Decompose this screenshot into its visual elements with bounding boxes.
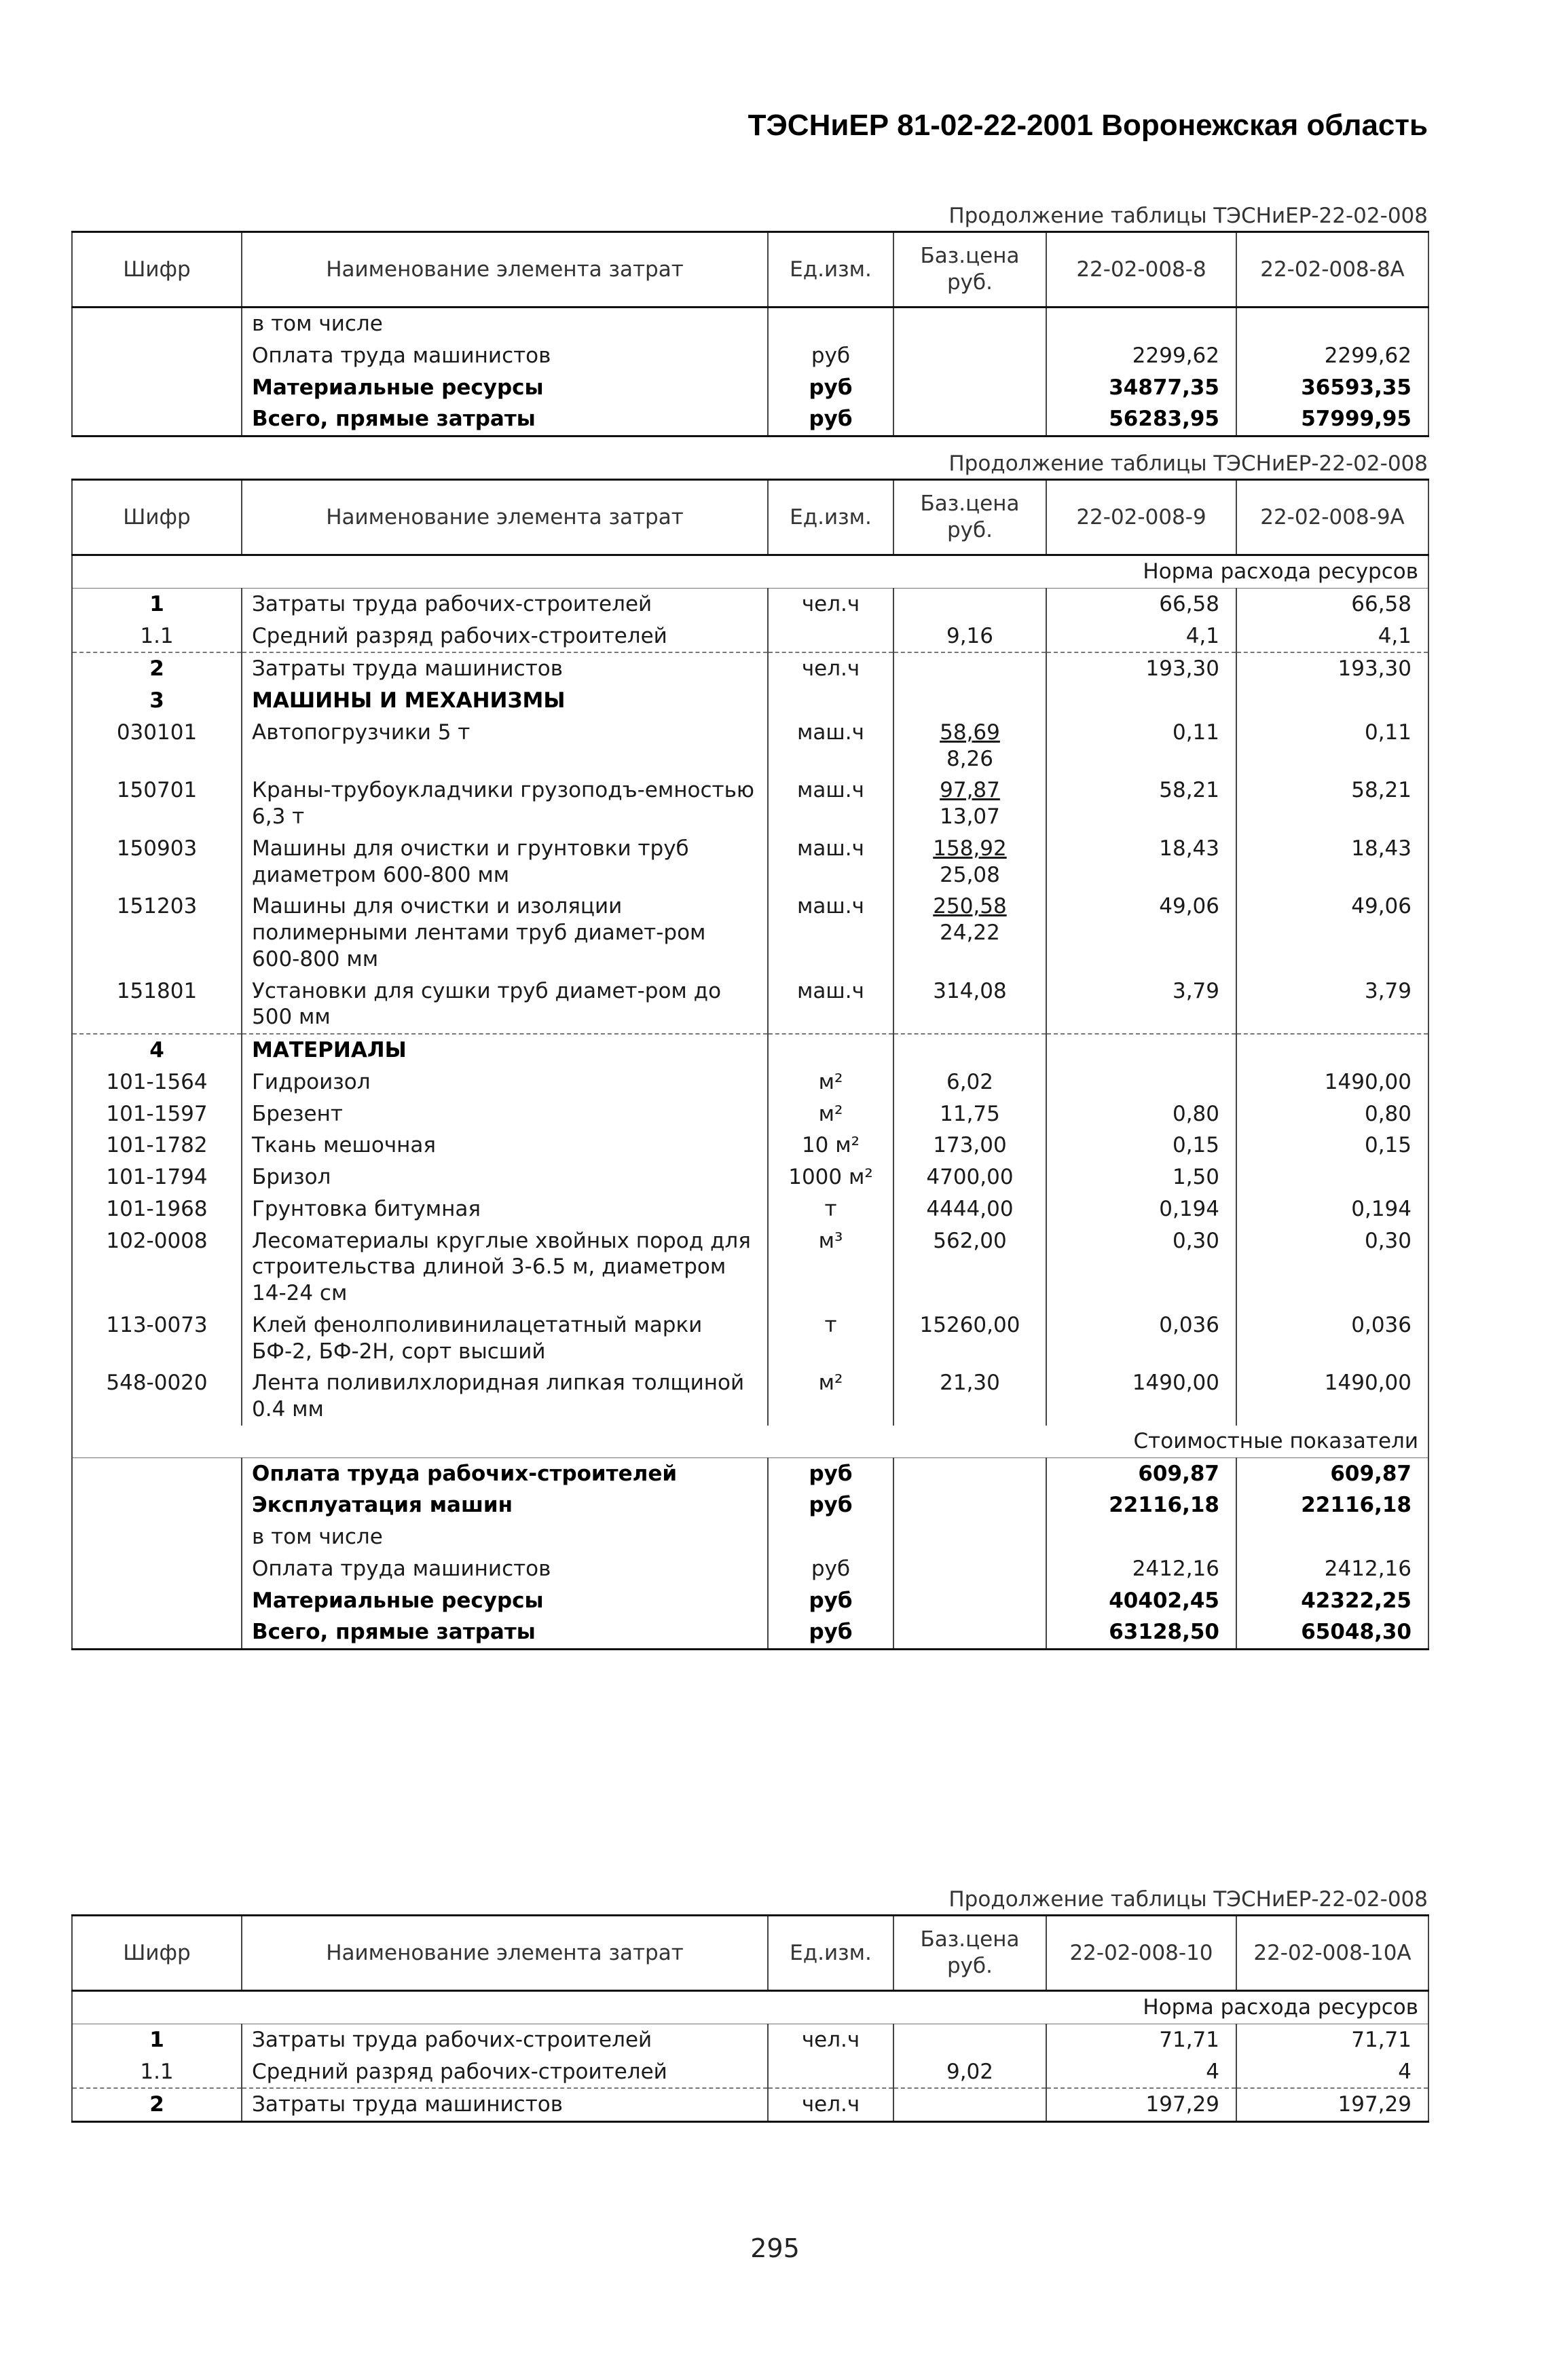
resource-code: 151203 <box>72 891 242 975</box>
resource-name: Лента поливилхлоридная липкая толщиной 0.4 мм <box>242 1367 768 1426</box>
norm-value-b: 0,036 <box>1236 1309 1428 1368</box>
cost-value-b: 36593,35 <box>1236 372 1428 404</box>
col-unit-header: Ед.изм. <box>768 1916 893 1991</box>
col-price-header: Баз.цена руб. <box>893 232 1046 308</box>
cost-code <box>72 1457 242 1489</box>
cost-row <box>72 308 1428 340</box>
resource-code: 1.1 <box>72 620 242 653</box>
norm-value-b: 3,79 <box>1236 975 1428 1035</box>
table-row <box>72 717 1428 775</box>
col-b-header: 22-02-008-10А <box>1236 1916 1428 1991</box>
table-row <box>72 1034 1428 1066</box>
resource-code: 151801 <box>72 975 242 1035</box>
resource-unit <box>768 685 893 717</box>
resource-unit: маш.ч <box>768 975 893 1035</box>
cost-value-a <box>1046 308 1236 340</box>
resource-unit: чел.ч <box>768 652 893 685</box>
cost-price <box>893 1553 1046 1585</box>
resource-unit <box>768 620 893 653</box>
table-row <box>72 1130 1428 1161</box>
norm-value-a: 0,30 <box>1046 1225 1236 1309</box>
resource-name: Затраты труда машинистов <box>242 652 768 685</box>
col-price-header: Баз.цена руб. <box>893 1916 1046 1991</box>
norm-value-a: 4 <box>1046 2056 1236 2089</box>
resource-name: Лесоматериалы круглые хвойных пород для строительства длиной 3-6.5 м, диаметром 14-24 см <box>242 1225 768 1309</box>
cost-unit: руб <box>768 1489 893 1521</box>
col-a-header: 22-02-008-8 <box>1046 232 1236 308</box>
resource-name: Затраты труда рабочих-строителей <box>242 588 768 620</box>
resource-code: 3 <box>72 685 242 717</box>
cost-unit: руб <box>768 1457 893 1489</box>
cost-name: Всего, прямые затраты <box>242 1616 768 1649</box>
col-code-header: Шифр <box>72 232 242 308</box>
cost-value-a: 56283,95 <box>1046 403 1236 436</box>
cost-value-b <box>1236 1521 1428 1553</box>
table-row <box>72 1098 1428 1130</box>
resource-price <box>893 2088 1046 2121</box>
price-sub: 24,22 <box>940 921 1000 945</box>
norm-value-a: 1,50 <box>1046 1161 1236 1193</box>
resource-unit: т <box>768 1309 893 1368</box>
cost-value-b: 2412,16 <box>1236 1553 1428 1585</box>
resource-unit: чел.ч <box>768 588 893 620</box>
resource-price <box>893 652 1046 685</box>
cost-price <box>893 308 1046 340</box>
norm-value-b: 0,30 <box>1236 1225 1428 1309</box>
resource-name: Гидроизол <box>242 1066 768 1098</box>
norm-header <box>72 1991 1428 2024</box>
cost-price <box>893 1616 1046 1649</box>
table-row <box>72 588 1428 620</box>
page-number: 295 <box>750 2233 800 2263</box>
cost-unit: руб <box>768 1616 893 1649</box>
col-b-header: 22-02-008-8А <box>1236 232 1428 308</box>
cost-row <box>72 1489 1428 1521</box>
price-sub: 25,08 <box>940 862 1000 887</box>
norm-value-a: 197,29 <box>1046 2088 1236 2121</box>
price-sub: 8,26 <box>946 746 994 771</box>
table-row <box>72 891 1428 975</box>
col-name-header: Наименование элемента затрат <box>242 480 768 555</box>
norm-value-b <box>1236 685 1428 717</box>
resource-price <box>893 891 1046 975</box>
resource-name: Ткань мешочная <box>242 1130 768 1161</box>
cost-value-a: 2412,16 <box>1046 1553 1236 1585</box>
table-row <box>72 652 1428 685</box>
cost-value-b <box>1236 308 1428 340</box>
table-row <box>72 2088 1428 2121</box>
norm-value-a: 58,21 <box>1046 775 1236 833</box>
table-row <box>72 1309 1428 1368</box>
table-row <box>72 1193 1428 1225</box>
norm-value-a: 0,11 <box>1046 717 1236 775</box>
cost-name: Всего, прямые затраты <box>242 403 768 436</box>
resource-name: Бризол <box>242 1161 768 1193</box>
norm-value-b: 197,29 <box>1236 2088 1428 2121</box>
resource-code: 548-0020 <box>72 1367 242 1426</box>
cost-value-a: 63128,50 <box>1046 1616 1236 1649</box>
norm-value-a: 0,15 <box>1046 1130 1236 1161</box>
resource-name: Затраты труда рабочих-строителей <box>242 2024 768 2056</box>
table-row <box>72 1066 1428 1098</box>
norm-value-a <box>1046 1066 1236 1098</box>
resource-name: Средний разряд рабочих-строителей <box>242 2056 768 2089</box>
table-header-row <box>72 232 1428 308</box>
cost-name: в том числе <box>242 1521 768 1553</box>
norm-value-b: 1490,00 <box>1236 1066 1428 1098</box>
resource-price <box>893 1034 1046 1066</box>
table-row <box>72 1225 1428 1309</box>
norm-value-b: 0,11 <box>1236 717 1428 775</box>
table-row <box>72 975 1428 1035</box>
resource-name: МАТЕРИАЛЫ <box>242 1034 768 1066</box>
cost-name: Материальные ресурсы <box>242 1585 768 1617</box>
price-main: 158,92 <box>933 836 1007 861</box>
cost-name: Оплата труда машинистов <box>242 340 768 372</box>
cost-name: Материальные ресурсы <box>242 372 768 404</box>
cost-table-8 <box>71 231 1429 437</box>
norm-value-b: 18,43 <box>1236 833 1428 891</box>
cost-value-a: 34877,35 <box>1046 372 1236 404</box>
norm-value-b: 4 <box>1236 2056 1428 2089</box>
cost-unit <box>768 308 893 340</box>
cost-value-a: 22116,18 <box>1046 1489 1236 1521</box>
cost-price <box>893 1585 1046 1617</box>
resource-unit: маш.ч <box>768 891 893 975</box>
resource-price: 21,30 <box>893 1367 1046 1426</box>
norm-value-a <box>1046 685 1236 717</box>
norm-value-b: 0,194 <box>1236 1193 1428 1225</box>
resource-price: 4444,00 <box>893 1193 1046 1225</box>
cost-value-a: 2299,62 <box>1046 340 1236 372</box>
cost-unit: руб <box>768 372 893 404</box>
resource-price: 173,00 <box>893 1130 1046 1161</box>
resource-code: 2 <box>72 2088 242 2121</box>
resource-unit: маш.ч <box>768 833 893 891</box>
norm-value-b <box>1236 1034 1428 1066</box>
resource-code: 102-0008 <box>72 1225 242 1309</box>
cost-code <box>72 372 242 404</box>
resource-price: 9,16 <box>893 620 1046 653</box>
resource-code: 101-1968 <box>72 1193 242 1225</box>
cost-row <box>72 403 1428 436</box>
cost-value-a: 40402,45 <box>1046 1585 1236 1617</box>
cost-unit: руб <box>768 1553 893 1585</box>
resource-code: 101-1794 <box>72 1161 242 1193</box>
cost-price <box>893 1489 1046 1521</box>
cost-row <box>72 372 1428 404</box>
resource-name: Установки для сушки труб диамет-ром до 500 мм <box>242 975 768 1035</box>
resource-code: 113-0073 <box>72 1309 242 1368</box>
resource-code: 101-1782 <box>72 1130 242 1161</box>
norm-value-a: 0,80 <box>1046 1098 1236 1130</box>
resource-name: МАШИНЫ И МЕХАНИЗМЫ <box>242 685 768 717</box>
resource-code: 4 <box>72 1034 242 1066</box>
cost-code <box>72 308 242 340</box>
cost-table-9 <box>71 479 1429 1650</box>
norm-header-label: Норма расхода ресурсов <box>72 555 1428 589</box>
cost-code <box>72 1489 242 1521</box>
cost-price <box>893 340 1046 372</box>
resource-name: Машины для очистки и грунтовки труб диаметром 600-800 мм <box>242 833 768 891</box>
resource-code: 150903 <box>72 833 242 891</box>
cost-price <box>893 403 1046 436</box>
cost-code <box>72 340 242 372</box>
resource-price <box>893 685 1046 717</box>
norm-value-b: 49,06 <box>1236 891 1428 975</box>
cost-header-label: Стоимостные показатели <box>72 1426 1428 1457</box>
norm-value-b: 71,71 <box>1236 2024 1428 2056</box>
resource-code: 101-1597 <box>72 1098 242 1130</box>
col-code-header: Шифр <box>72 480 242 555</box>
table-caption: Продолжение таблицы ТЭСНиЕР-22-02-008 <box>948 1887 1428 1912</box>
resource-name: Клей фенолполивинилацетатный марки БФ-2, БФ-2Н, сорт высший <box>242 1309 768 1368</box>
cost-value-b: 42322,25 <box>1236 1585 1428 1617</box>
resource-unit: м² <box>768 1367 893 1426</box>
resource-price: 15260,00 <box>893 1309 1046 1368</box>
norm-value-a: 193,30 <box>1046 652 1236 685</box>
resource-unit: чел.ч <box>768 2088 893 2121</box>
cost-code <box>72 1521 242 1553</box>
price-main: 250,58 <box>933 894 1007 919</box>
table-row <box>72 1367 1428 1426</box>
price-main: 58,69 <box>940 720 1000 745</box>
norm-value-b: 0,80 <box>1236 1098 1428 1130</box>
cost-value-b: 609,87 <box>1236 1457 1428 1489</box>
resource-name: Брезент <box>242 1098 768 1130</box>
resource-code: 150701 <box>72 775 242 833</box>
norm-value-b: 0,15 <box>1236 1130 1428 1161</box>
cost-row <box>72 1553 1428 1585</box>
table-header-row <box>72 480 1428 555</box>
cost-row <box>72 1585 1428 1617</box>
cost-row <box>72 1616 1428 1649</box>
col-price-header: Баз.цена руб. <box>893 480 1046 555</box>
resource-price: 6,02 <box>893 1066 1046 1098</box>
norm-value-a: 4,1 <box>1046 620 1236 653</box>
price-main: 97,87 <box>940 778 1000 803</box>
norm-value-b: 193,30 <box>1236 652 1428 685</box>
resource-unit <box>768 2056 893 2089</box>
resource-price: 562,00 <box>893 1225 1046 1309</box>
resource-unit: т <box>768 1193 893 1225</box>
resource-name: Машины для очистки и изоляции полимерными лентами труб диамет-ром 600-800 мм <box>242 891 768 975</box>
table-row <box>72 2056 1428 2089</box>
resource-price <box>893 833 1046 891</box>
resource-name: Грунтовка битумная <box>242 1193 768 1225</box>
cost-name: Оплата труда рабочих-строителей <box>242 1457 768 1489</box>
table-row <box>72 833 1428 891</box>
cost-code <box>72 1616 242 1649</box>
table-row <box>72 620 1428 653</box>
resource-unit: маш.ч <box>768 717 893 775</box>
norm-value-b: 58,21 <box>1236 775 1428 833</box>
cost-name: Эксплуатация машин <box>242 1489 768 1521</box>
resource-code: 1 <box>72 2024 242 2056</box>
resource-unit: м² <box>768 1098 893 1130</box>
norm-header <box>72 555 1428 589</box>
cost-unit: руб <box>768 340 893 372</box>
cost-row <box>72 1521 1428 1553</box>
cost-value-a <box>1046 1521 1236 1553</box>
norm-value-b: 1490,00 <box>1236 1367 1428 1426</box>
norm-value-a: 49,06 <box>1046 891 1236 975</box>
cost-price <box>893 1457 1046 1489</box>
table-row <box>72 685 1428 717</box>
document-header: ТЭСНиЕР 81-02-22-2001 Воронежская область <box>748 109 1428 142</box>
col-b-header: 22-02-008-9А <box>1236 480 1428 555</box>
cost-value-b: 22116,18 <box>1236 1489 1428 1521</box>
cost-value-b: 2299,62 <box>1236 340 1428 372</box>
cost-price <box>893 1521 1046 1553</box>
cost-unit: руб <box>768 403 893 436</box>
cost-row <box>72 1457 1428 1489</box>
col-a-header: 22-02-008-10 <box>1046 1916 1236 1991</box>
resource-price: 314,08 <box>893 975 1046 1035</box>
resource-unit: м² <box>768 1066 893 1098</box>
norm-value-b <box>1236 1161 1428 1193</box>
resource-name: Затраты труда машинистов <box>242 2088 768 2121</box>
cost-name: в том числе <box>242 308 768 340</box>
cost-price <box>893 372 1046 404</box>
cost-code <box>72 403 242 436</box>
norm-header-label: Норма расхода ресурсов <box>72 1991 1428 2024</box>
table-caption: Продолжение таблицы ТЭСНиЕР-22-02-008 <box>948 451 1428 476</box>
resource-code: 1 <box>72 588 242 620</box>
norm-value-a: 66,58 <box>1046 588 1236 620</box>
resource-unit: маш.ч <box>768 775 893 833</box>
norm-value-a: 0,194 <box>1046 1193 1236 1225</box>
norm-value-a: 3,79 <box>1046 975 1236 1035</box>
col-name-header: Наименование элемента затрат <box>242 232 768 308</box>
resource-unit: чел.ч <box>768 2024 893 2056</box>
resource-price: 4700,00 <box>893 1161 1046 1193</box>
norm-value-a: 18,43 <box>1046 833 1236 891</box>
col-code-header: Шифр <box>72 1916 242 1991</box>
cost-name: Оплата труда машинистов <box>242 1553 768 1585</box>
resource-unit: 10 м² <box>768 1130 893 1161</box>
cost-row <box>72 340 1428 372</box>
col-unit-header: Ед.изм. <box>768 232 893 308</box>
table-caption: Продолжение таблицы ТЭСНиЕР-22-02-008 <box>948 204 1428 228</box>
norm-value-a: 71,71 <box>1046 2024 1236 2056</box>
resource-code: 101-1564 <box>72 1066 242 1098</box>
col-name-header: Наименование элемента затрат <box>242 1916 768 1991</box>
resource-price <box>893 775 1046 833</box>
resource-name: Краны-трубоукладчики грузоподъ-емностью 6,3 т <box>242 775 768 833</box>
cost-header <box>72 1426 1428 1457</box>
resource-code: 030101 <box>72 717 242 775</box>
cost-code <box>72 1585 242 1617</box>
resource-unit: 1000 м² <box>768 1161 893 1193</box>
col-unit-header: Ед.изм. <box>768 480 893 555</box>
norm-value-a: 1490,00 <box>1046 1367 1236 1426</box>
resource-unit: м³ <box>768 1225 893 1309</box>
norm-value-a: 0,036 <box>1046 1309 1236 1368</box>
cost-value-b: 57999,95 <box>1236 403 1428 436</box>
table-header-row <box>72 1916 1428 1991</box>
norm-value-b: 66,58 <box>1236 588 1428 620</box>
col-a-header: 22-02-008-9 <box>1046 480 1236 555</box>
table-row <box>72 2024 1428 2056</box>
norm-value-a <box>1046 1034 1236 1066</box>
resource-price <box>893 588 1046 620</box>
resource-name: Средний разряд рабочих-строителей <box>242 620 768 653</box>
resource-price <box>893 717 1046 775</box>
cost-table-10 <box>71 1914 1429 2123</box>
resource-unit <box>768 1034 893 1066</box>
price-sub: 13,07 <box>940 804 1000 829</box>
resource-price: 9,02 <box>893 2056 1046 2089</box>
resource-code: 1.1 <box>72 2056 242 2089</box>
cost-unit: руб <box>768 1585 893 1617</box>
resource-name: Автопогрузчики 5 т <box>242 717 768 775</box>
norm-value-b: 4,1 <box>1236 620 1428 653</box>
table-row <box>72 1161 1428 1193</box>
table-row <box>72 775 1428 833</box>
cost-code <box>72 1553 242 1585</box>
resource-code: 2 <box>72 652 242 685</box>
cost-unit <box>768 1521 893 1553</box>
cost-value-b: 65048,30 <box>1236 1616 1428 1649</box>
resource-price: 11,75 <box>893 1098 1046 1130</box>
resource-price <box>893 2024 1046 2056</box>
cost-value-a: 609,87 <box>1046 1457 1236 1489</box>
